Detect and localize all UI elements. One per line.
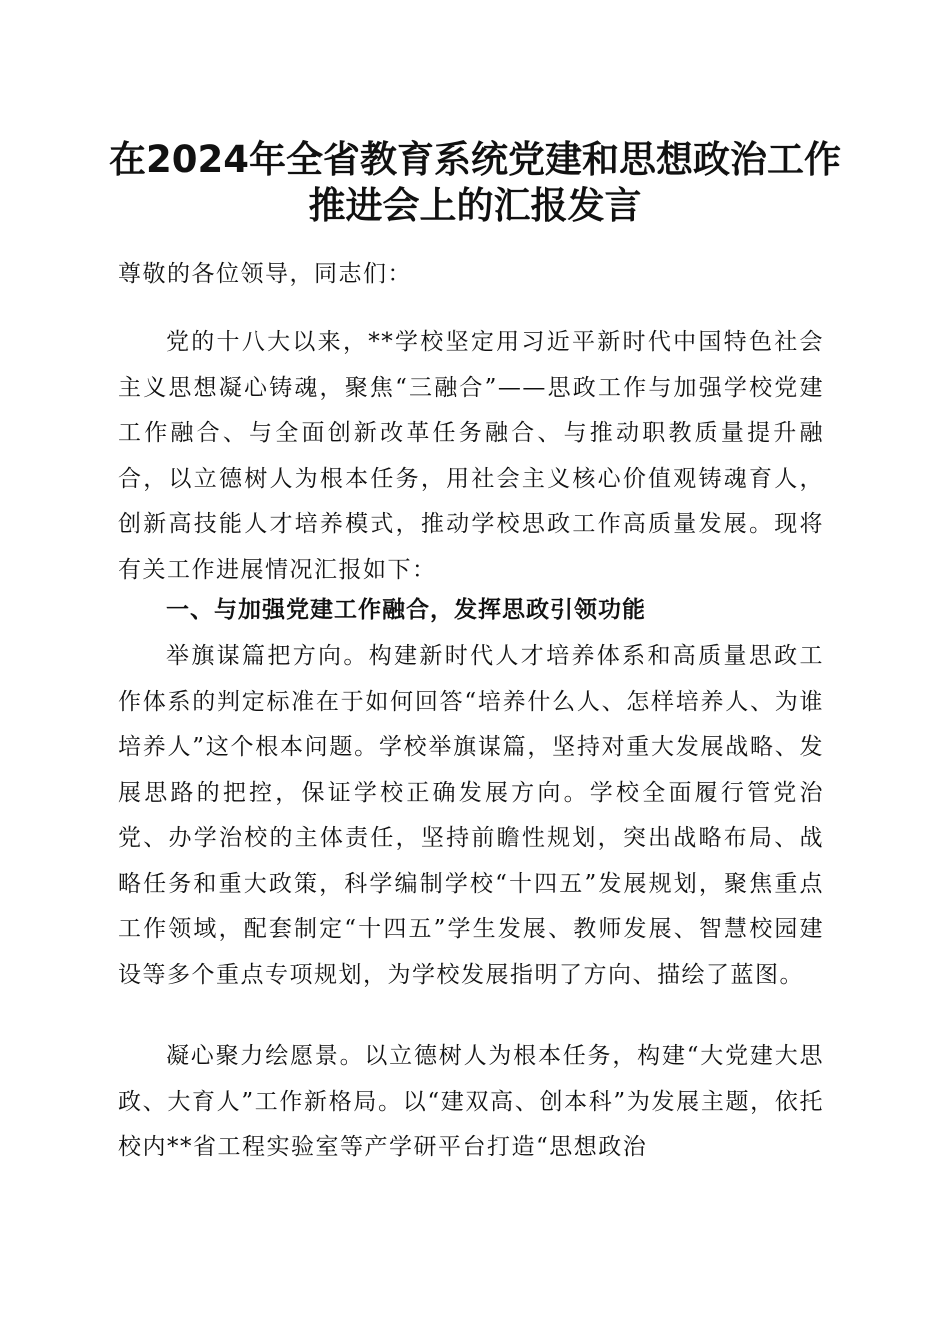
section-heading-1: 一、与加强党建工作融合，发挥思政引领功能 [166, 597, 646, 623]
paragraph-vision: 凝心聚力绘愿景。以立德树人为根本任务，构建“大党建大思政、大育人”工作新格局。以“建双高、创本科”为发展主题，依托校内**省工程实验室等产学研平台打造“思想政治 [118, 1043, 824, 1160]
salutation: 尊敬的各位领导，同志们： [118, 261, 412, 287]
document-title-line-2: 推进会上的汇报发言 [308, 184, 642, 227]
paragraph-intro: 党的十八大以来，**学校坚定用习近平新时代中国特色社会主义思想凝心铸魂，聚焦“三融合”——思政工作与加强学校党建工作融合、与全面创新改革任务融合、与推动职教质量提升融合，以立德树人为根本任务，用社会主义核心价值观铸魂育人，创新高技能人才培养模式，推动学校思政工作高质量发展。现将有关工作进展情况汇报如下： [118, 329, 824, 583]
paragraph-direction: 举旗谋篇把方向。构建新时代人才培养体系和高质量思政工作体系的判定标准在于如何回答“培养什么人、怎样培养人、为谁培养人”这个根本问题。学校举旗谋篇，坚持对重大发展战略、发展思路的把控，保证学校正确发展方向。学校全面履行管党治党、办学治校的主体责任，坚持前瞻性规划，突出战略布局、战略任务和重大政策，科学编制学校“十四五”发展规划，聚焦重点工作领域，配套制定“十四五”学生发展、教师发展、智慧校园建设等多个重点专项规划，为学校发展指明了方向、描绘了蓝图。 [118, 643, 824, 988]
document-title-line-1: 在2024年全省教育系统党建和思想政治工作 [109, 138, 841, 181]
